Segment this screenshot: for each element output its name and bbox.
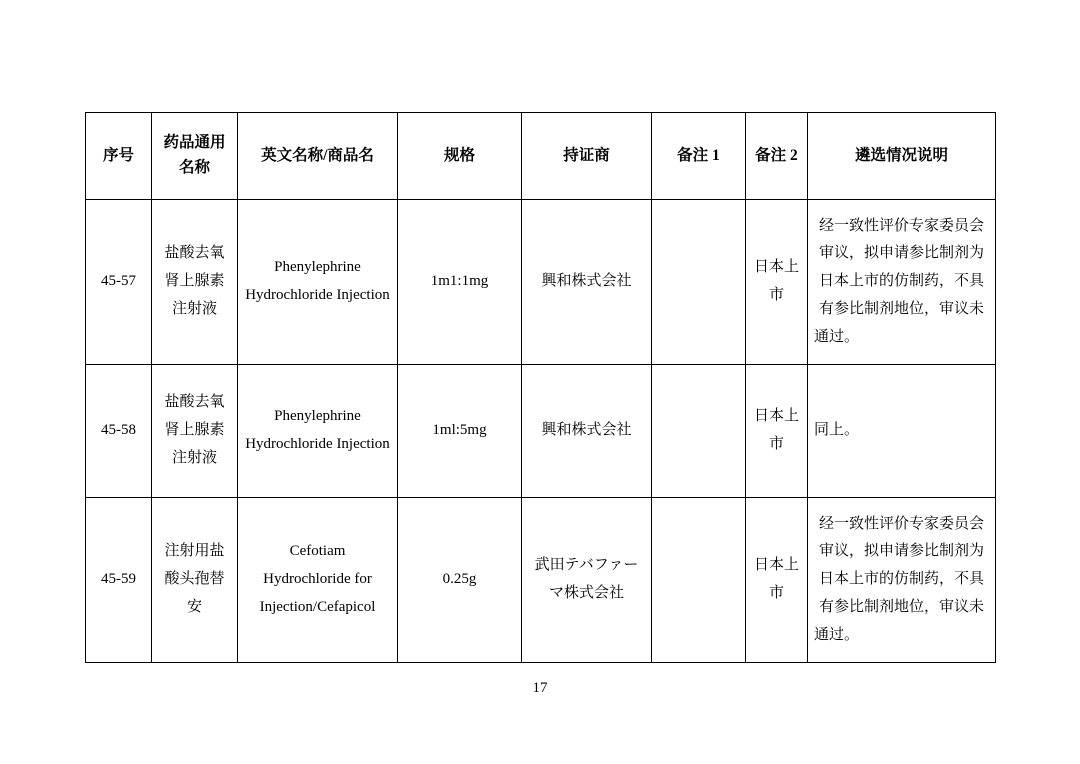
page-number: 17 bbox=[532, 680, 548, 696]
cell-english-name: Phenylephrine Hydrochloride Injection bbox=[238, 365, 398, 498]
cell-specification: 1m1:1mg bbox=[398, 200, 522, 365]
cell-license-holder: 武田テバファーマ株式会社 bbox=[522, 498, 652, 663]
column-header-specification: 规格 bbox=[398, 113, 522, 200]
cell-seq: 45-57 bbox=[86, 200, 152, 365]
cell-generic-name: 盐酸去氧肾上腺素注射液 bbox=[152, 365, 238, 498]
cell-selection-remark: 同上。 bbox=[808, 365, 996, 498]
cell-selection-remark: 经一致性评价专家委员会审议，拟申请参比制剂为日本上市的仿制药，不具有参比制剂地位，审议未通过。 bbox=[808, 200, 996, 365]
cell-english-name: Cefotiam Hydrochloride for Injection/Cefapicol bbox=[238, 498, 398, 663]
cell-generic-name: 盐酸去氧肾上腺素注射液 bbox=[152, 200, 238, 365]
cell-generic-name: 注射用盐酸头孢替安 bbox=[152, 498, 238, 663]
table-row bbox=[86, 365, 996, 498]
cell-specification: 1ml:5mg bbox=[398, 365, 522, 498]
column-header-selection-remark: 遴选情况说明 bbox=[808, 113, 996, 200]
cell-note-1 bbox=[652, 498, 746, 663]
cell-note-2: 日本上市 bbox=[746, 365, 808, 498]
drug-reference-table bbox=[85, 112, 996, 663]
cell-note-2: 日本上市 bbox=[746, 498, 808, 663]
cell-license-holder: 興和株式会社 bbox=[522, 365, 652, 498]
cell-note-1 bbox=[652, 200, 746, 365]
column-header-english-name: 英文名称/商品名 bbox=[238, 113, 398, 200]
cell-note-1 bbox=[652, 365, 746, 498]
cell-note-2: 日本上市 bbox=[746, 200, 808, 365]
column-header-license-holder: 持证商 bbox=[522, 113, 652, 200]
cell-specification: 0.25g bbox=[398, 498, 522, 663]
column-header-note-2: 备注 2 bbox=[746, 113, 808, 200]
cell-seq: 45-59 bbox=[86, 498, 152, 663]
cell-selection-remark: 经一致性评价专家委员会审议，拟申请参比制剂为日本上市的仿制药，不具有参比制剂地位，审议未通过。 bbox=[808, 498, 996, 663]
table-body bbox=[86, 200, 996, 663]
cell-seq: 45-58 bbox=[86, 365, 152, 498]
table-row bbox=[86, 498, 996, 663]
table-header bbox=[86, 113, 996, 200]
column-header-seq: 序号 bbox=[86, 113, 152, 200]
column-header-note-1: 备注 1 bbox=[652, 113, 746, 200]
column-header-generic-name: 药品通用名称 bbox=[152, 113, 238, 200]
cell-license-holder: 興和株式会社 bbox=[522, 200, 652, 365]
table-row bbox=[86, 200, 996, 365]
table-header-row bbox=[86, 113, 996, 200]
cell-english-name: Phenylephrine Hydrochloride Injection bbox=[238, 200, 398, 365]
